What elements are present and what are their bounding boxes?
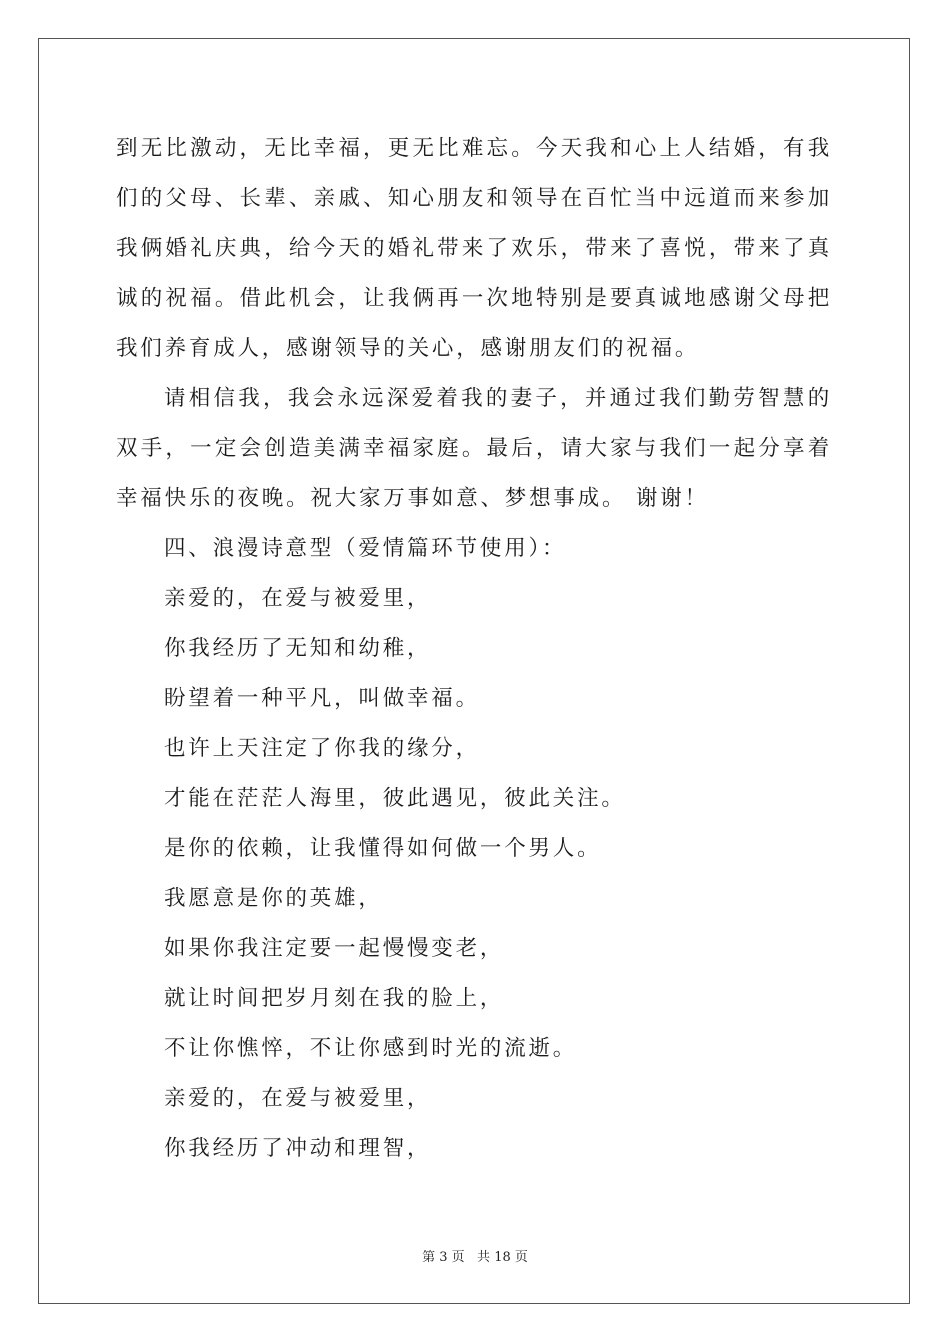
poem-line: 亲爱的，在爱与被爱里， (164, 1086, 432, 1111)
poem-line: 才能在茫茫人海里，彼此遇见，彼此关注。 (164, 786, 626, 811)
poem-line: 盼望着一种平凡，叫做幸福。 (164, 686, 480, 711)
poem-line: 你我经历了冲动和理智， (164, 1136, 432, 1161)
poem-line: 就让时间把岁月刻在我的脸上， (164, 986, 505, 1011)
poem-line: 你我经历了无知和幼稚， (164, 636, 432, 661)
poem-line: 亲爱的，在爱与被爱里， (164, 586, 432, 611)
page-number-footer: 第 3 页 共 18 页 (422, 1250, 528, 1265)
poem-line: 不让你憔悴，不让你感到时光的流逝。 (164, 1036, 578, 1061)
document-body (116, 124, 832, 1174)
paragraph-promise: 请相信我，我会永远深爱着我的妻子，并通过我们勤劳智慧的双手，一定会创造美满幸福家庭。最后，请大家与我们一起分享着幸福快乐的夜晚。祝大家万事如意、梦想事成。 谢谢！ (116, 386, 832, 511)
poem-line: 是你的依赖，让我懂得如何做一个男人。 (164, 836, 602, 861)
poem-line: 我愿意是你的英雄， (164, 886, 383, 911)
section-heading: 四、浪漫诗意型（爱情篇环节使用）： (164, 536, 567, 561)
paragraph-wedding-thanks: 到无比激动，无比幸福，更无比难忘。今天我和心上人结婚，有我们的父母、长辈、亲戚、知心朋友和领导在百忙当中远道而来参加我俩婚礼庆典，给今天的婚礼带来了欢乐，带来了喜悦，带来了真诚的祝福。借此机会，让我俩再一次地特别是要真诚地感谢父母把我们养育成人，感谢领导的关心，感谢朋友们的祝福。 (116, 136, 832, 361)
poem-line: 如果你我注定要一起慢慢变老， (164, 936, 505, 961)
poem-line: 也许上天注定了你我的缘分， (164, 736, 480, 761)
